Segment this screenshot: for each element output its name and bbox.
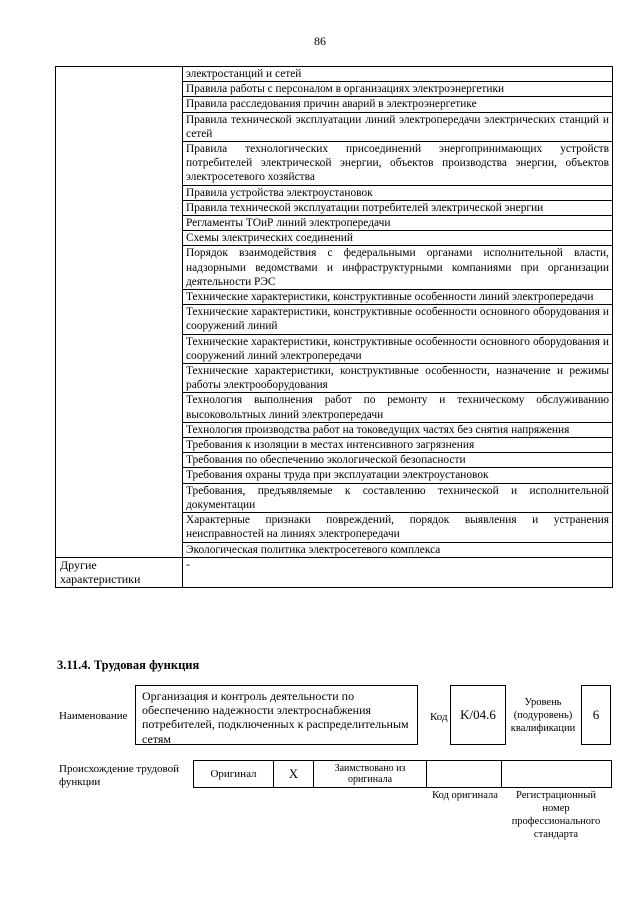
- knowledge-table: [55, 66, 613, 588]
- original-code-label: Код оригинала: [432, 790, 498, 801]
- original-code-cell: [427, 761, 502, 788]
- row-label-cell: [56, 67, 183, 558]
- knowledge-item: Технология производства работ на токоведущих частях без снятия напряжения: [183, 422, 613, 437]
- knowledge-item: Правила технической эксплуатации потребителей электрической энергии: [183, 200, 613, 215]
- knowledge-item: Схемы электрических соединений: [183, 231, 613, 246]
- table-row: [56, 67, 613, 82]
- section-heading: 3.11.4. Трудовая функция: [57, 658, 200, 672]
- qualification-level-label: Уровень (подуровень) квалификации: [510, 697, 576, 734]
- knowledge-item: Требования по обеспечению экологической безопасности: [183, 453, 613, 468]
- origin-label: Происхождение трудовой функции: [59, 763, 180, 788]
- original-label: Оригинал: [194, 761, 274, 788]
- knowledge-item: Технические характеристики, конструктивные особенности, назначение и режимы работы электрооборудования: [183, 364, 613, 393]
- knowledge-item: Требования охраны труда при эксплуатации электроустановок: [183, 468, 613, 483]
- registration-number-label: Регистрационный номер профессионального стандарта: [511, 790, 601, 840]
- function-code-box: K/04.6: [450, 685, 506, 745]
- knowledge-item: Правила расследования причин аварий в электроэнергетике: [183, 97, 613, 112]
- knowledge-item: Правила устройства электроустановок: [183, 185, 613, 200]
- function-name-box: Организация и контроль деятельности по обеспечению надежности электроснабжения потребителей, подключенных к распределительным сетям: [135, 685, 418, 745]
- page-number: 86: [314, 34, 326, 48]
- knowledge-item: Технология выполнения работ по ремонту и техническому обслуживанию высоковольтных линий электропередачи: [183, 393, 613, 422]
- knowledge-item: Характерные признаки повреждений, порядок выявления и устранения неисправностей на линиях электропередачи: [183, 513, 613, 542]
- other-characteristics-value: -: [183, 557, 613, 587]
- name-label: Наименование: [59, 710, 128, 722]
- knowledge-item: Правила технологических присоединений энергопринимающих устройств потребителей электрической энергии, объектов производства энергии, объектов электросетевого хозяйства: [183, 142, 613, 186]
- knowledge-item: Технические характеристики, конструктивные особенности линий электропередачи: [183, 290, 613, 305]
- code-label: Код: [430, 711, 448, 723]
- other-characteristics-label: Другие характеристики: [56, 557, 183, 587]
- borrowed-label: Заимствовано из оригинала: [314, 761, 427, 788]
- qualification-level-box: 6: [581, 685, 611, 745]
- knowledge-item: Порядок взаимодействия с федеральными органами исполнительной власти, надзорными ведомствами и инфраструктурными компаниями при организации деятельности РЭС: [183, 246, 613, 290]
- table-row-other: [56, 557, 613, 587]
- knowledge-item: Правила работы с персоналом в организациях электроэнергетики: [183, 82, 613, 97]
- original-mark: X: [274, 761, 314, 788]
- knowledge-item: Экологическая политика электросетевого комплекса: [183, 542, 613, 557]
- origin-table: [193, 760, 612, 788]
- knowledge-item: Технические характеристики, конструктивные особенности основного оборудования и сооружений линий: [183, 305, 613, 334]
- knowledge-item: Регламенты ТОиР линий электропередачи: [183, 216, 613, 231]
- knowledge-item: Требования, предъявляемые к составлению технической и исполнительной документации: [183, 483, 613, 512]
- knowledge-item: электростанций и сетей: [183, 67, 613, 82]
- registration-number-cell: [502, 761, 612, 788]
- knowledge-item: Технические характеристики, конструктивные особенности основного оборудования и сооружений линий электропередачи: [183, 334, 613, 363]
- knowledge-item: Правила технической эксплуатации линий электропередачи электрических станций и сетей: [183, 112, 613, 141]
- knowledge-item: Требования к изоляции в местах интенсивного загрязнения: [183, 438, 613, 453]
